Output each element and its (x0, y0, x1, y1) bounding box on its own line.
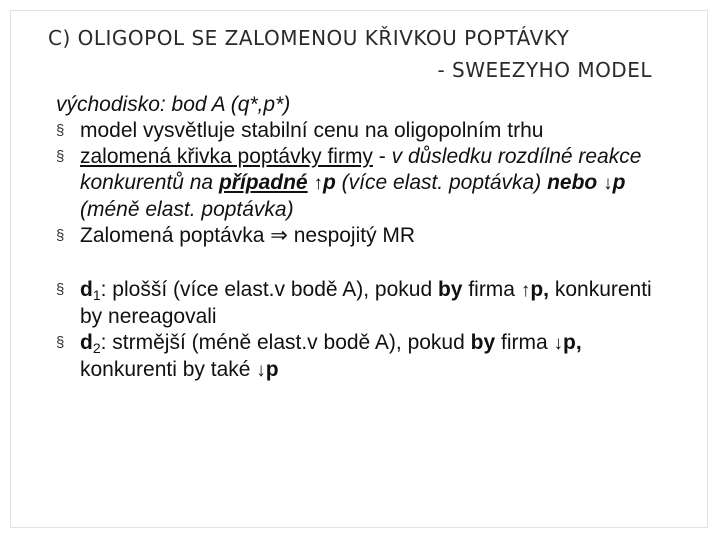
bullet-icon: § (56, 334, 65, 351)
bullet-text: firma (495, 331, 554, 354)
arrow-down-icon: ↓ (256, 360, 266, 381)
by-term: by (437, 278, 463, 301)
bullet-icon: § (56, 148, 65, 165)
spacer (56, 249, 656, 277)
intro-line: východisko: bod A (q*,p*) (56, 93, 291, 116)
possible-term: případné (218, 171, 308, 194)
bullet-text: konkurenti by také (80, 358, 257, 381)
demand-subscript: 1 (92, 287, 101, 303)
bullet-item-5 (56, 330, 656, 384)
price-symbol: p (612, 171, 626, 194)
demand-symbol: d (80, 331, 93, 354)
bullet-icon: § (56, 227, 65, 244)
dash: - (372, 145, 392, 168)
price-symbol: p, (563, 331, 582, 354)
bullet-text: : strmější (méně elast.v bodě A), pokud (100, 331, 471, 354)
price-symbol: p (265, 358, 279, 381)
bullet-item-3 (56, 223, 656, 249)
bullet-text: : plošší (více elast.v bodě A), pokud (100, 278, 438, 301)
by-term: by (470, 331, 496, 354)
or-term: nebo (547, 171, 598, 194)
bullet-item-4 (56, 277, 656, 330)
reaction-text: v důsledku rozdílné reakce konkurentů na (80, 145, 642, 194)
price-symbol: p, (530, 278, 549, 301)
more-elastic-text: (více elast. poptávka) (335, 171, 548, 194)
title-line-2: - SWEEZYHO MODEL (437, 58, 652, 82)
price-symbol: p (322, 171, 336, 194)
bullet-text: model vysvětluje stabilní cenu na oligopolním trhu (80, 119, 544, 142)
slide-title (48, 22, 658, 86)
arrow-down-icon: ↓ (603, 173, 613, 194)
arrow-down-icon: ↓ (553, 333, 563, 354)
bullet-text: Zalomená poptávka ⇒ nespojitý MR (80, 224, 416, 247)
demand-symbol: d (80, 278, 93, 301)
bullet-list-1 (56, 118, 656, 249)
bullet-text: firma (462, 278, 521, 301)
demand-subscript: 2 (92, 340, 101, 356)
bullet-icon: § (56, 281, 65, 298)
bullet-text: konkurenti by nereagovali (80, 278, 652, 328)
title-line-1: C) OLIGOPOL SE ZALOMENOU KŘIVKOU POPTÁVKY (48, 26, 570, 50)
kinked-demand-term: zalomená křivka poptávky firmy (80, 145, 373, 168)
bullet-list-2 (56, 277, 656, 384)
arrow-up-icon: ↑ (313, 173, 323, 194)
arrow-up-icon: ↑ (520, 280, 531, 301)
slide-content (56, 92, 656, 384)
bullet-item-2 (56, 144, 656, 223)
bullet-icon: § (56, 122, 65, 139)
bullet-item-1 (56, 118, 656, 144)
less-elastic-text: (méně elast. poptávka) (80, 198, 294, 221)
